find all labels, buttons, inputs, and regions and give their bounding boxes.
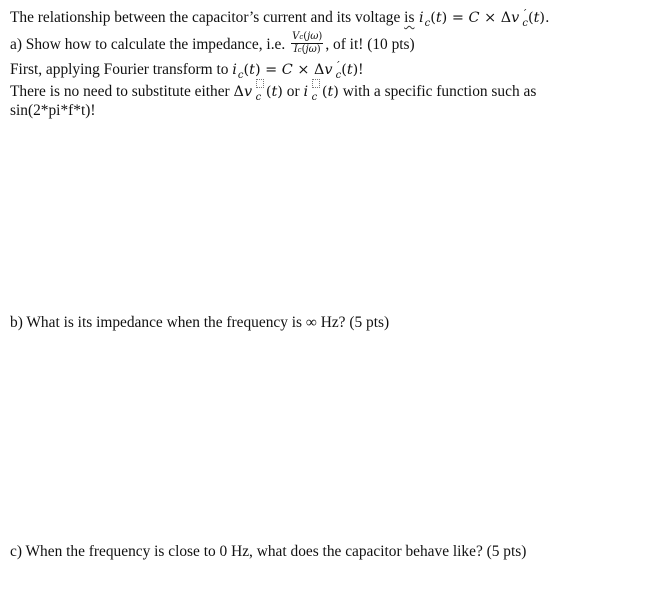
part-a-points: , of it! (10 pts)	[325, 36, 415, 54]
fourier-exclaim: !	[358, 61, 364, 78]
part-b-question	[10, 314, 389, 332]
i-expression: i $_c$ (t)	[303, 84, 338, 100]
part-c-text: c) When the frequency is close to 0 Hz, what does the capacitor behave like? (5 pts)	[10, 543, 527, 560]
fourier-equation: $i_c(t) = C \times \Delta v$ ′$_c$(t)	[232, 59, 359, 81]
part-c-question	[10, 543, 526, 561]
part-a-sin-line	[10, 102, 96, 120]
fraction-denominator: Ic(jω)	[293, 44, 321, 55]
substitute-text-end: with a specific function such as	[338, 83, 537, 100]
intro-equation: $i_c(t) = C \times \Delta v$ ′$_c$(t).	[414, 7, 550, 29]
impedance-fraction	[291, 31, 323, 56]
part-a-question	[10, 33, 415, 58]
fraction-numerator: Vc(jω)	[292, 31, 323, 42]
part-a-substitute-line	[10, 83, 536, 103]
equation-placeholder-box	[312, 79, 320, 88]
part-a-fourier-line	[10, 61, 363, 81]
part-a-text: a) Show how to calculate the impedance, i.e.	[10, 36, 290, 54]
intro-text: The relationship between the capacitor’s current and its voltage	[10, 9, 405, 26]
delta-v-expression: Δv $_c$ (t)	[234, 84, 283, 100]
substitute-or: or	[282, 83, 304, 100]
intro-is-word: is	[404, 9, 415, 26]
intro-line	[10, 9, 550, 29]
part-b-text: b) What is its impedance when the frequency is ∞ Hz? (5 pts)	[10, 314, 390, 331]
equation-placeholder-box	[256, 79, 264, 88]
fourier-text: First, applying Fourier transform to	[10, 61, 233, 78]
substitute-text: There is no need to substitute either	[10, 83, 234, 100]
sin-text: sin(2*pi*f*t)!	[10, 102, 96, 119]
